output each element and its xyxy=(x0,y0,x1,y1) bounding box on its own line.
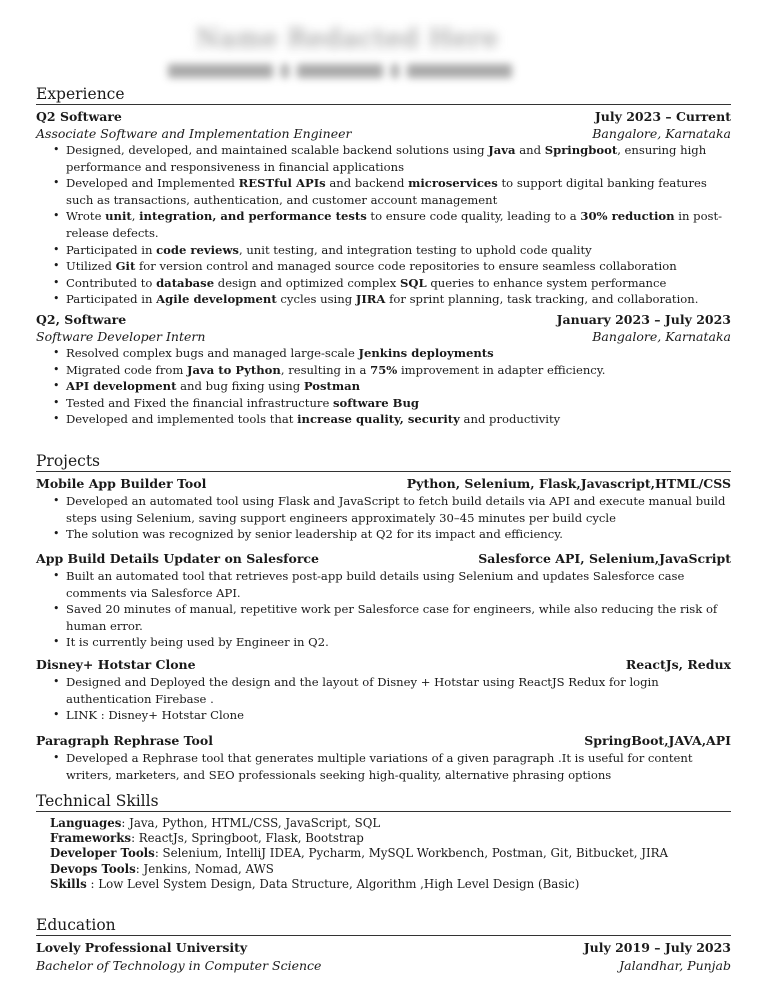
section-title-education: Education xyxy=(36,916,731,936)
job-role: Associate Software and Implementation Engineer xyxy=(36,126,352,141)
bullet-item: • Participated in code reviews, unit testing, and integration testing to uphold code quality xyxy=(66,242,731,259)
bullet-item: • Saved 20 minutes of manual, repetitive work per Salesforce case for engineers, while also reducing the risk of human error. xyxy=(66,601,731,634)
skills-list xyxy=(50,816,730,892)
job-role: Software Developer Intern xyxy=(36,329,206,344)
bullet-item: • Developed and Implemented RESTful APIs and backend microservices to support digital banking features such as transactions, authentication, and customer account management xyxy=(66,175,731,208)
bullet-item: • The solution was recognized by senior leadership at Q2 for its impact and efficiency. xyxy=(66,526,731,543)
project-bullets xyxy=(66,750,731,783)
skill-row-skills: Skills : Low Level System Design, Data Structure, Algorithm ,High Level Design (Basic) xyxy=(50,876,580,891)
company-name: Q2, Software xyxy=(36,312,127,327)
bullet-item: • Developed and implemented tools that increase quality, security and productivity xyxy=(66,411,731,428)
bullet-item: • Contributed to database design and optimized complex SQL queries to enhance system performance xyxy=(66,275,731,292)
education-location: Jalandhar, Punjab xyxy=(619,958,731,973)
job-header xyxy=(36,312,731,327)
project-header xyxy=(36,476,731,491)
job-subheader xyxy=(36,126,731,141)
education-dates: July 2019 – July 2023 xyxy=(583,940,731,955)
job-bullets xyxy=(66,345,731,428)
job-header xyxy=(36,109,731,124)
project-bullets xyxy=(66,674,731,724)
project-header xyxy=(36,551,731,566)
section-title-experience: Experience xyxy=(36,85,731,105)
bullet-item: • Tested and Fixed the financial infrastructure software Bug xyxy=(66,395,731,412)
job-bullets xyxy=(66,142,731,308)
project-name: Paragraph Rephrase Tool xyxy=(36,733,213,748)
job-location: Bangalore, Karnataka xyxy=(592,126,731,141)
company-name: Q2 Software xyxy=(36,109,122,124)
bullet-item: • Participated in Agile development cycles using JIRA for sprint planning, task tracking, and collaboration. xyxy=(66,291,731,308)
education-subheader xyxy=(36,958,731,973)
project-bullets xyxy=(66,568,731,651)
job-dates: January 2023 – July 2023 xyxy=(556,312,731,327)
job-location: Bangalore, Karnataka xyxy=(592,329,731,344)
project-tech: ReactJs, Redux xyxy=(625,657,731,672)
degree: Bachelor of Technology in Computer Science xyxy=(36,958,322,973)
project-name: Mobile App Builder Tool xyxy=(36,476,207,491)
bullet-item: • Designed, developed, and maintained scalable backend solutions using Java and Springboot, ensuring high performance and responsiveness in financial applications xyxy=(66,142,731,175)
education-header xyxy=(36,940,731,955)
skill-row-languages: Languages: Java, Python, HTML/CSS, JavaScript, SQL xyxy=(50,816,381,830)
bullet-item: • Wrote unit, integration, and performance tests to ensure code quality, leading to a 30% reduction in post-release defects. xyxy=(66,208,731,241)
project-header xyxy=(36,733,731,748)
candidate-name-blurred: Name Redacted Here xyxy=(196,24,499,54)
bullet-item: • Built an automated tool that retrieves post-app build details using Selenium and updates Salesforce case comments via Salesforce API. xyxy=(66,568,731,601)
project-tech: Python, Selenium, Flask,Javascript,HTML/CSS xyxy=(406,476,731,491)
project-name: App Build Details Updater on Salesforce xyxy=(36,551,319,566)
school-name: Lovely Professional University xyxy=(36,940,248,955)
job-subheader xyxy=(36,329,731,344)
project-name: Disney+ Hotstar Clone xyxy=(36,657,196,672)
bullet-item: • It is currently being used by Engineer in Q2. xyxy=(66,634,731,651)
bullet-item: • Utilized Git for version control and managed source code repositories to ensure seamless collaboration xyxy=(66,258,731,275)
project-tech: Salesforce API, Selenium,JavaScript xyxy=(478,551,731,566)
bullet-item: • Designed and Deployed the design and the layout of Disney + Hotstar using ReactJS Redux for login authentication Firebase . xyxy=(66,674,731,707)
skill-row-frameworks: Frameworks: ReactJs, Springboot, Flask, Bootstrap xyxy=(50,831,364,846)
bullet-item: • Developed an automated tool using Flask and JavaScript to fetch build details via API and execute manual build steps using Selenium, saving support engineers approximately 30–45 minutes per build cycle xyxy=(66,493,731,526)
bullet-item: • Resolved complex bugs and managed large-scale Jenkins deployments xyxy=(66,345,731,362)
project-header xyxy=(36,657,731,672)
project-tech: SpringBoot,JAVA,API xyxy=(584,733,731,748)
section-title-skills: Technical Skills xyxy=(36,792,731,812)
skill-row-devops-tools: Devops Tools: Jenkins, Nomad, AWS xyxy=(50,861,274,876)
bullet-item: • Migrated code from Java to Python, resulting in a 75% improvement in adapter efficiency. xyxy=(66,362,731,379)
bullet-item: • Developed a Rephrase tool that generates multiple variations of a given paragraph .It is useful for content writers, marketers, and SEO professionals seeking high-quality, alternative phrasing options xyxy=(66,750,731,783)
job-dates: July 2023 – Current xyxy=(594,109,731,124)
project-bullets xyxy=(66,493,731,543)
bullet-item: • API development and bug fixing using Postman xyxy=(66,378,731,395)
skill-row-developer-tools: Developer Tools: Selenium, IntelliJ IDEA, Pycharm, MySQL Workbench, Postman, Git, Bitbucket, JIRA xyxy=(50,846,669,861)
section-title-projects: Projects xyxy=(36,452,731,472)
bullet-item: • LINK : Disney+ Hotstar Clone xyxy=(66,707,731,724)
contact-info-blurred xyxy=(168,60,512,82)
